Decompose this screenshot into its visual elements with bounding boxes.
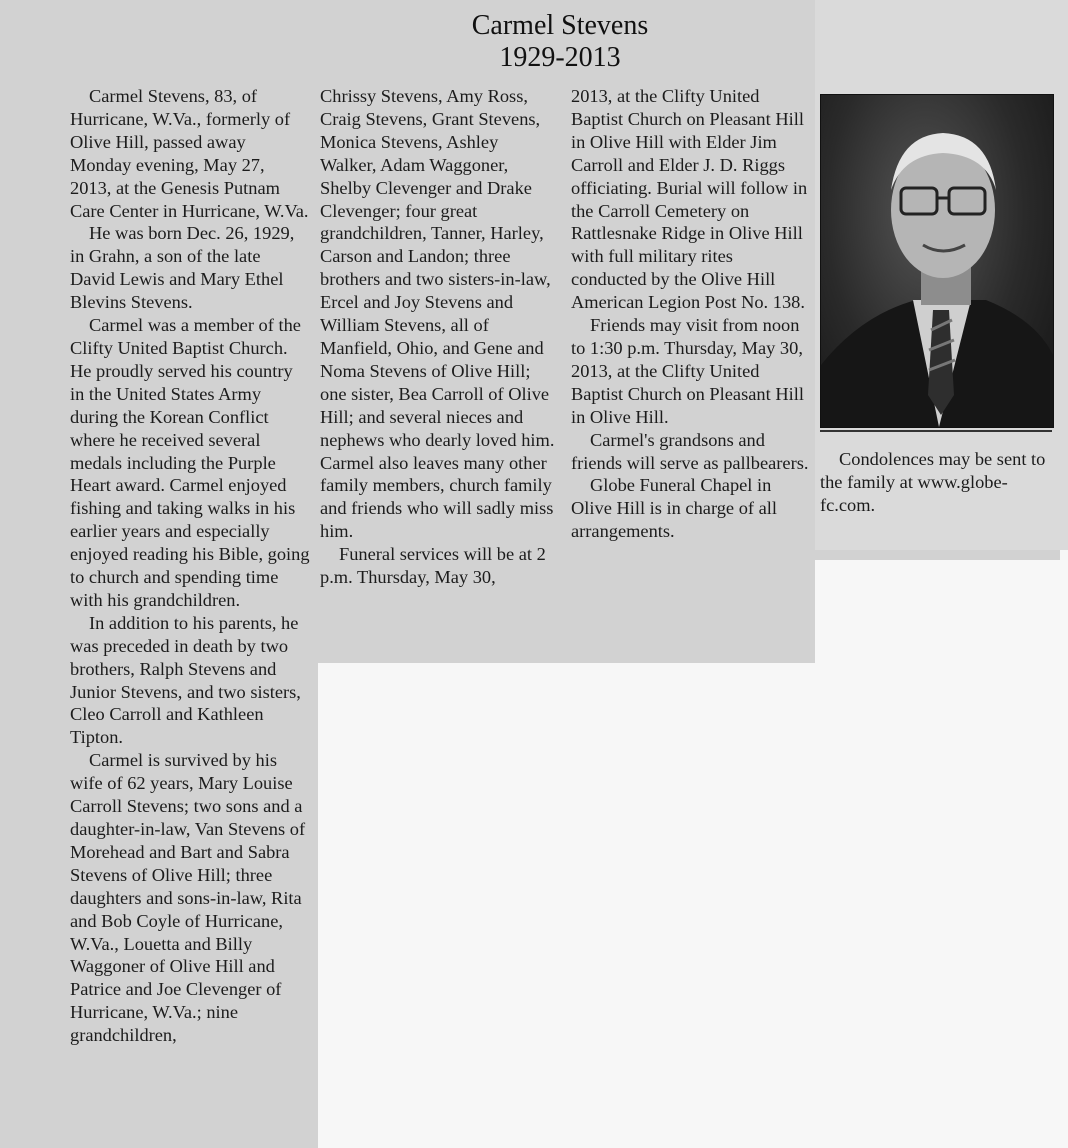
paragraph: He was born Dec. 26, 1929, in Grahn, a son of the late David Lewis and Mary Ethel Blevins Stevens. <box>70 223 295 313</box>
paragraph: Friends may visit from noon to 1:30 p.m. Thursday, May 30, 2013, at the Clifty United Baptist Church on Pleasant Hill in Olive Hill. <box>571 315 804 427</box>
scanner-bed-area-side <box>815 560 1068 670</box>
caption-text: Condolences may be sent to the family at www.globe-fc.com. <box>820 449 1046 515</box>
obituary-name: Carmel Stevens <box>471 10 649 41</box>
text-column-2 <box>320 85 558 589</box>
paragraph: Carmel Stevens, 83, of Hurricane, W.Va., formerly of Olive Hill, passed away Monday evening, May 27, 2013, at the Genesis Putnam Care Center in Hurricane, W.Va. <box>70 86 309 221</box>
paragraph: Carmel was a member of the Clifty United Baptist Church. He proudly served his country in the United States Army during the Korean Conflict where he received several medals including the Purple Heart award. Carmel enjoyed fishing and taking walks in his earlier years and especially enjoyed reading his Bible, going to church and spending time with his grandchildren. <box>70 315 310 610</box>
photo-caption <box>820 448 1056 517</box>
paragraph: Carmel is survived by his wife of 62 years, Mary Louise Carroll Stevens; two sons and a daughter-in-law, Van Stevens of Morehead and Bart and Sabra Stevens of Olive Hill; three daughters and sons-in-law, Rita and Bob Coyle of Hurricane, W.Va., Louetta and Billy Waggoner of Olive Hill and Patrice and Joe Clevenger of Hurricane, W.Va.; nine grandchildren, <box>70 750 306 1046</box>
text-column-1 <box>70 85 310 1047</box>
portrait-illustration <box>821 95 1053 427</box>
paragraph: In addition to his parents, he was preceded in death by two brothers, Ralph Stevens and Junior Stevens, and two sisters, Cleo Carroll and Kathleen Tipton. <box>70 612 301 748</box>
portrait-photo <box>820 94 1054 428</box>
obituary-years: 1929-2013 <box>499 42 621 73</box>
paragraph: 2013, at the Clifty United Baptist Church on Pleasant Hill in Olive Hill with Elder Jim Carroll and Elder J. D. Riggs officiating. Burial will follow in the Carroll Cemetery on Rattlesnake Ridge in Olive Hill with full military rites conducted by the Olive Hill American Legion Post No. 138. <box>571 86 808 313</box>
scanner-bed-area <box>318 663 1068 1148</box>
photo-rule <box>820 430 1052 432</box>
obituary-heading <box>400 10 720 74</box>
paragraph: Chrissy Stevens, Amy Ross, Craig Stevens, Grant Stevens, Monica Stevens, Ashley Walker, Adam Waggoner, Shelby Clevenger and Drake Clevenger; four great grandchildren, Tanner, Harley, Carson and Landon; three brothers and two sisters-in-law, Ercel and Joy Stevens and William Stevens, all of Manfield, Ohio, and Gene and Noma Stevens of Olive Hill; one sister, Bea Carroll of Olive Hill; and several nieces and nephews who dearly loved him. Carmel also leaves many other family members, church family and friends who will sadly miss him. <box>320 86 555 542</box>
paragraph: Globe Funeral Chapel in Olive Hill is in charge of all arrangements. <box>571 475 777 542</box>
paragraph: Funeral services will be at 2 p.m. Thursday, May 30, <box>320 544 546 588</box>
text-column-3 <box>571 85 811 543</box>
paragraph: Carmel's grandsons and friends will serve as pallbearers. <box>571 429 809 473</box>
